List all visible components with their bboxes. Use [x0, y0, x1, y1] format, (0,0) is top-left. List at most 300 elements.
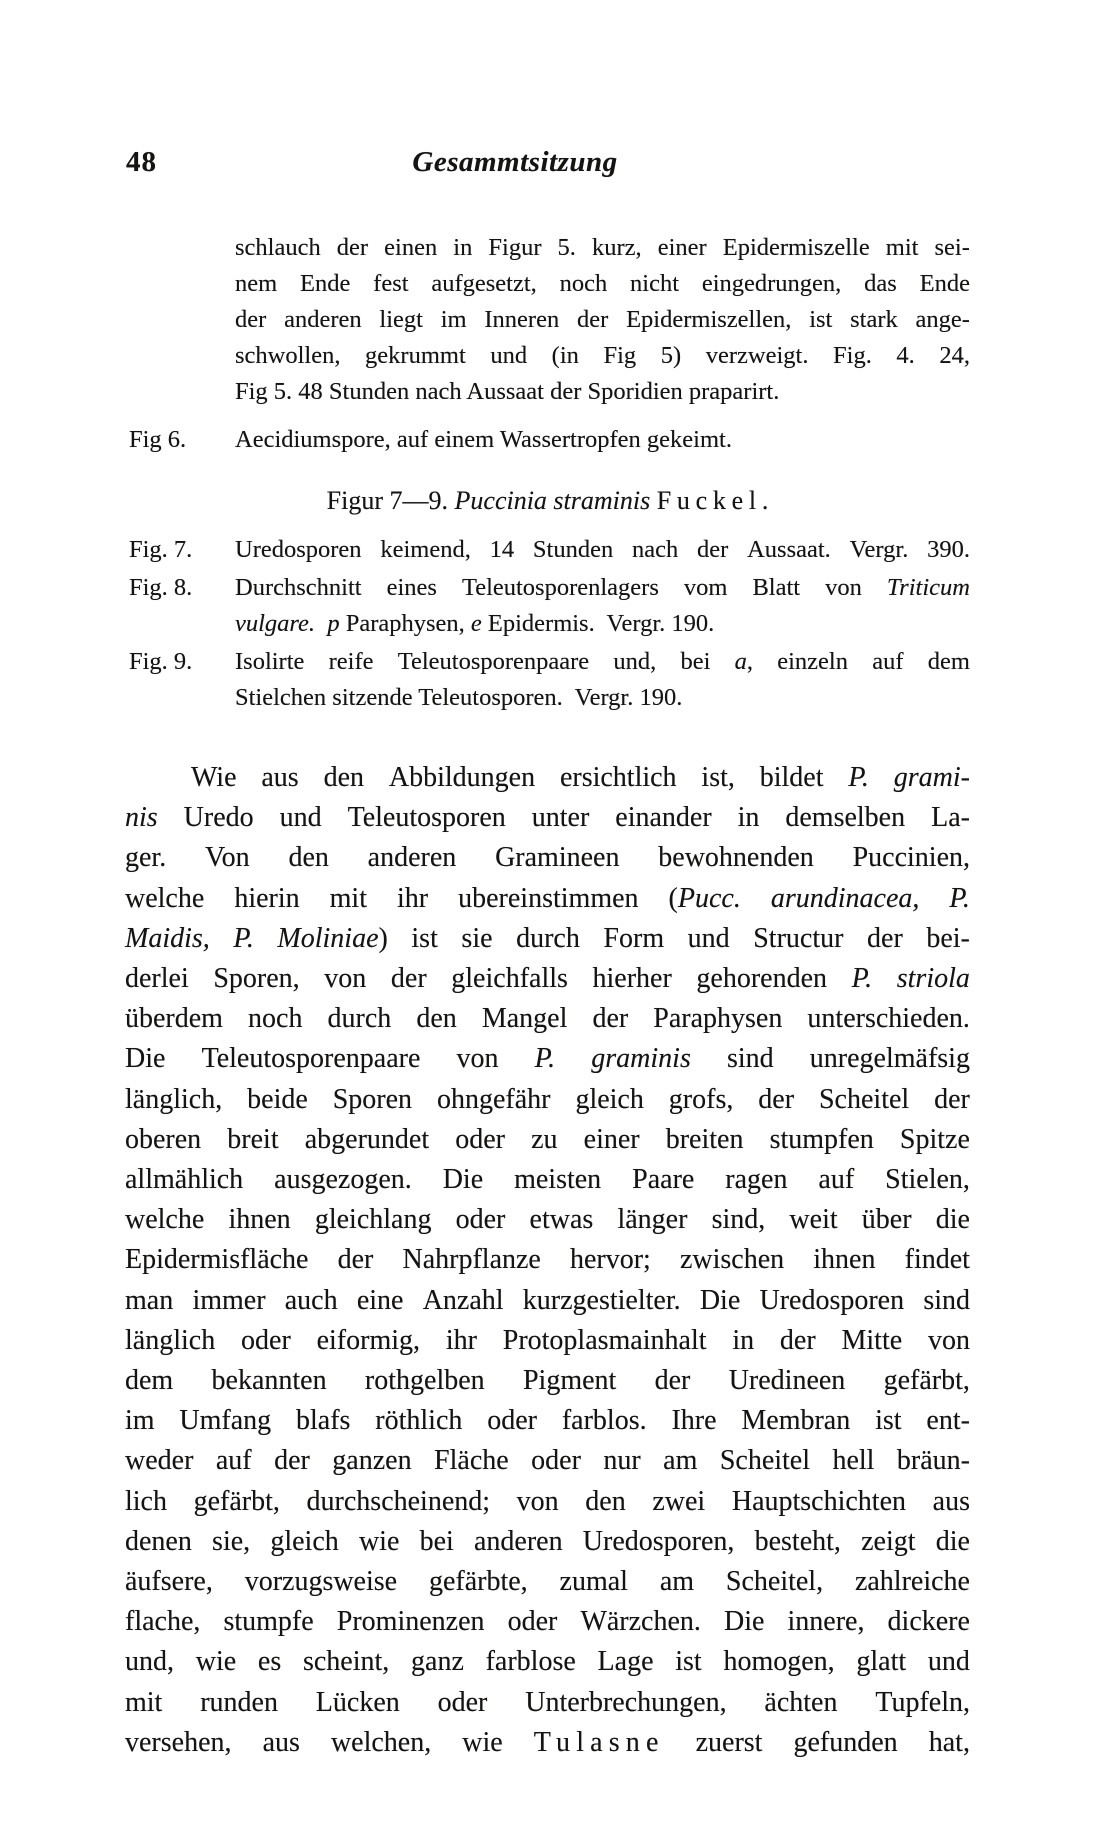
word: [457, 1039, 499, 1079]
text-fragment: (: [668, 882, 678, 914]
word: [212, 1361, 327, 1401]
text-fragment: von: [516, 1485, 559, 1517]
text-fragment: es: [257, 1646, 282, 1678]
text-fragment: 5.: [557, 234, 576, 261]
text-fragment: anderen: [473, 1525, 563, 1557]
text-fragment: Epidermiszellen,: [626, 306, 792, 333]
text-fragment: einander: [615, 802, 712, 834]
text-fragment: vorzugsweise: [244, 1566, 398, 1598]
text-fragment: Vergr.: [849, 536, 909, 563]
italic-text: a: [734, 648, 747, 675]
word: [842, 1321, 903, 1361]
word: [227, 1120, 278, 1160]
text-fragment: abgerundet: [304, 1123, 430, 1155]
word: [179, 1401, 271, 1441]
word: [615, 798, 711, 838]
word: [373, 266, 408, 302]
text-fragment: der: [654, 1365, 691, 1397]
word: [928, 1642, 970, 1682]
word: [655, 1361, 691, 1401]
word: [788, 1602, 865, 1642]
word: [809, 302, 832, 338]
word: [897, 1441, 970, 1481]
word: [558, 230, 576, 266]
word: [125, 1240, 308, 1280]
italic-text: arundinacea,: [770, 882, 920, 914]
text-line: [125, 919, 970, 959]
text-fragment: Fig: [603, 342, 637, 369]
word: [770, 1120, 874, 1160]
text-fragment: Abbildungen: [388, 762, 536, 793]
word: [403, 1240, 541, 1280]
text-fragment: Anzahl: [422, 1284, 504, 1316]
text-fragment: etwas: [529, 1204, 594, 1236]
word: [434, 1441, 509, 1481]
text-fragment: und: [279, 802, 322, 834]
text-fragment: Blatt: [752, 574, 801, 601]
word: [885, 1160, 970, 1200]
text-fragment: Lage: [597, 1646, 654, 1678]
text-fragment: innere,: [787, 1606, 865, 1638]
text-line: [125, 1482, 970, 1522]
text-fragment: Teleutosporenlagers: [461, 574, 659, 601]
figure-label: Fig. 7.: [129, 536, 193, 563]
word: [896, 338, 914, 374]
text-fragment: Sporen: [332, 1083, 413, 1115]
word: [359, 1522, 399, 1562]
word: [488, 230, 541, 266]
word: [274, 1160, 412, 1200]
word: [357, 1281, 404, 1321]
text-fragment: blafs: [296, 1405, 351, 1437]
word: [936, 1522, 970, 1562]
text-line: [125, 758, 970, 798]
text-fragment: Figur 7—9.: [326, 486, 455, 515]
text-fragment: besteht,: [754, 1525, 841, 1557]
text-fragment: Die: [125, 1043, 166, 1075]
word: [303, 1642, 389, 1682]
text-line: [125, 1642, 970, 1682]
word: [261, 758, 298, 798]
text-fragment: Figur: [488, 234, 542, 261]
text-fragment: den: [416, 1003, 457, 1035]
word: [438, 1683, 488, 1723]
italic-text: Moliniae: [277, 922, 379, 954]
word: [832, 1441, 874, 1481]
word: [235, 532, 362, 568]
text-fragment: hell: [832, 1445, 875, 1477]
word: [125, 1401, 155, 1441]
figure-caption-9: [125, 644, 970, 716]
text-fragment: Paraphysen: [653, 1003, 783, 1035]
word: [900, 1120, 970, 1160]
word: [852, 959, 873, 999]
word: [725, 1160, 787, 1200]
text-fragment: ausgezogen.: [274, 1164, 412, 1196]
word: [702, 266, 841, 302]
word: [315, 1200, 432, 1240]
word: [194, 1482, 280, 1522]
text-line: [125, 1441, 970, 1481]
italic-text: P.: [851, 963, 873, 995]
word: [523, 1281, 681, 1321]
text-fragment: hervor;: [569, 1244, 651, 1276]
word: [660, 1562, 694, 1602]
word: [411, 919, 437, 959]
word: [653, 999, 782, 1039]
word: [669, 1080, 734, 1120]
text-fragment: zahlreiche: [854, 1566, 970, 1598]
text-fragment: oder: [507, 1606, 558, 1638]
word: [437, 1080, 551, 1120]
word: [598, 1642, 654, 1682]
word: [379, 302, 423, 338]
text-fragment: Uredo: [183, 802, 254, 834]
text-fragment: der: [336, 234, 369, 261]
text-fragment: aus: [261, 762, 299, 793]
text-fragment: einer: [583, 1123, 640, 1155]
text-fragment: eine: [356, 1284, 404, 1316]
word: [949, 879, 970, 919]
word: [458, 879, 638, 919]
text-line: [125, 1683, 970, 1723]
word: [248, 999, 302, 1039]
text-fragment: ganz: [411, 1646, 464, 1678]
word: [368, 838, 457, 878]
text-fragment: .: [761, 486, 769, 515]
word: [241, 1321, 291, 1361]
text-fragment: und: [687, 922, 730, 954]
text-fragment: im: [440, 306, 467, 333]
text-fragment: der: [390, 963, 427, 995]
text-fragment: zu: [531, 1123, 558, 1155]
text-fragment: [315, 610, 327, 637]
word: [632, 532, 678, 568]
running-header-title: Gesammtsitzung: [412, 146, 618, 178]
text-fragment: Tupfeln,: [875, 1686, 970, 1718]
word: [855, 1562, 970, 1602]
word: [867, 919, 903, 959]
word: [697, 532, 728, 568]
word: [431, 266, 536, 302]
word: [235, 338, 340, 374]
text-fragment: meisten: [514, 1164, 602, 1196]
word: [228, 1200, 290, 1240]
word: [212, 1522, 250, 1562]
word: [451, 959, 568, 999]
word: [688, 919, 730, 959]
text-fragment: der: [577, 306, 609, 333]
text-fragment: Umfang: [179, 1405, 272, 1437]
text-fragment: auch: [284, 1284, 338, 1316]
word: [936, 1200, 970, 1240]
text-fragment: überdem: [125, 1003, 223, 1035]
word: [274, 1441, 310, 1481]
text-fragment: Uredineen: [728, 1365, 846, 1397]
text-fragment: grofs,: [668, 1083, 734, 1115]
text-fragment: einen: [384, 234, 438, 261]
word: [897, 959, 970, 999]
text-fragment: Membran: [741, 1405, 851, 1437]
text-fragment: dickere: [887, 1606, 970, 1638]
word: [738, 798, 760, 838]
word: [661, 338, 681, 374]
italic-text: P.: [949, 882, 970, 914]
text-fragment: den: [288, 842, 329, 874]
word: [486, 1642, 576, 1682]
word: [365, 338, 466, 374]
word: [508, 1602, 558, 1642]
word: [724, 1602, 764, 1642]
text-fragment: farblos.: [561, 1405, 647, 1437]
text-fragment: äufsere,: [125, 1566, 213, 1598]
text-fragment: auf: [818, 1164, 855, 1196]
word: [380, 532, 471, 568]
text-fragment: der: [867, 922, 903, 954]
text-column: [125, 214, 970, 1763]
italic-text: Puccinia straminis: [454, 486, 651, 515]
word: [735, 644, 753, 680]
text-fragment: nur: [603, 1445, 641, 1477]
text-fragment: demselben: [785, 802, 906, 834]
word: [216, 1441, 252, 1481]
text-fragment: derlei: [125, 963, 189, 995]
word: [652, 1482, 705, 1522]
text-fragment: auf: [872, 648, 904, 675]
text-fragment: sind,: [711, 1204, 766, 1236]
text-fragment: oder: [531, 1445, 581, 1477]
word: [810, 1039, 970, 1079]
text-fragment: eingedrungen,: [701, 270, 842, 297]
word: [933, 1482, 970, 1522]
text-fragment: breit: [227, 1123, 279, 1155]
word: [247, 1080, 308, 1120]
word: [675, 1642, 701, 1682]
running-head: [0, 146, 1100, 186]
word: [931, 798, 970, 838]
text-fragment: durchscheinend;: [306, 1485, 491, 1517]
word: [927, 532, 970, 568]
text-fragment: gleich: [575, 1083, 644, 1115]
word: [337, 230, 368, 266]
word: [887, 570, 970, 606]
text-line: [125, 879, 970, 919]
text-fragment: 390.: [927, 536, 970, 563]
word: [397, 879, 428, 919]
text-fragment: den: [585, 1485, 626, 1517]
intro-continuation-paragraph: [125, 230, 970, 410]
text-fragment: sind: [923, 1284, 970, 1316]
word: [872, 644, 903, 680]
word: [592, 999, 628, 1039]
word: [905, 1240, 970, 1280]
text-fragment: scheint,: [302, 1646, 390, 1678]
word: [525, 1683, 726, 1723]
word: [758, 1080, 794, 1120]
text-fragment: Epidermis. Vergr. 190.: [481, 610, 715, 637]
word: [441, 302, 467, 338]
figures-7-9-heading: [125, 482, 970, 520]
text-fragment: ange-: [915, 306, 970, 333]
text-fragment: versehen,: [125, 1726, 232, 1758]
word: [700, 1281, 740, 1321]
word: [202, 1039, 421, 1079]
main-paragraph: [125, 758, 970, 1763]
word: [375, 1401, 462, 1441]
text-fragment: länglich: [125, 1324, 216, 1356]
text-fragment: unregelmäfsig: [809, 1043, 970, 1075]
word: [305, 1120, 429, 1160]
word: [125, 919, 210, 959]
text-fragment: aus: [932, 1485, 970, 1517]
word: [423, 1281, 504, 1321]
word: [125, 1522, 192, 1562]
text-fragment: Stunden: [532, 536, 614, 563]
italic-text: Maidis,: [125, 922, 210, 954]
word: [875, 1401, 901, 1441]
text-fragment: ihnen: [228, 1204, 291, 1236]
word: [929, 1723, 970, 1763]
text-fragment: bei: [680, 648, 711, 675]
italic-text: Triticum: [886, 574, 970, 601]
text-fragment: in: [732, 1324, 755, 1356]
word: [701, 758, 734, 798]
word: [296, 1401, 350, 1441]
word: [125, 1160, 243, 1200]
text-fragment: kurz,: [591, 234, 642, 261]
text-line: [125, 838, 970, 878]
text-fragment: noch: [248, 1003, 303, 1035]
word: [184, 798, 254, 838]
word: [603, 919, 664, 959]
text-fragment: rothgelben: [364, 1365, 485, 1397]
text-fragment: über: [861, 1204, 912, 1236]
text-line: [235, 302, 970, 338]
text-fragment: sie: [461, 922, 493, 954]
word: [720, 1441, 810, 1481]
word: [613, 644, 656, 680]
text-line: [235, 570, 970, 606]
text-fragment: gekrummt: [365, 342, 466, 369]
text-fragment: Form: [603, 922, 665, 954]
word: [759, 1281, 904, 1321]
text-fragment: oberen: [125, 1123, 202, 1155]
text-fragment: und,: [125, 1646, 174, 1678]
text-fragment: welche: [125, 882, 205, 914]
text-fragment: ist: [675, 1646, 702, 1678]
word: [191, 758, 237, 798]
word: [490, 338, 527, 374]
text-fragment: aufgesetzt,: [431, 270, 537, 297]
text-line: [125, 798, 970, 838]
word: [760, 758, 824, 798]
text-line: [235, 422, 970, 458]
italic-text: e: [470, 610, 482, 637]
word: [125, 838, 166, 878]
word: [741, 1401, 850, 1441]
text-fragment: der: [274, 1445, 310, 1477]
text-fragment: ): [378, 922, 388, 954]
text-fragment: Spitze: [899, 1123, 970, 1155]
word: [263, 1723, 300, 1763]
text-fragment: Fläche: [434, 1445, 509, 1477]
word: [920, 266, 970, 302]
text-fragment: Paraphysen,: [339, 610, 471, 637]
word: [658, 230, 707, 266]
text-fragment: schlauch: [235, 234, 321, 261]
text-fragment: gleich: [270, 1525, 339, 1557]
text-fragment: einer: [657, 234, 707, 261]
italic-text: P.: [233, 922, 254, 954]
word: [125, 1441, 193, 1481]
text-fragment: La-: [931, 802, 970, 834]
text-fragment: keimend,: [380, 536, 471, 563]
text-fragment: mit: [329, 882, 367, 914]
word: [732, 1321, 754, 1361]
word: [531, 1441, 581, 1481]
word: [125, 1562, 213, 1602]
text-fragment: anderen: [284, 306, 362, 333]
word: [316, 1683, 400, 1723]
text-fragment: nem: [235, 270, 278, 297]
word: [617, 1200, 687, 1240]
text-fragment: Epidermisfläche: [125, 1244, 309, 1276]
text-fragment: gleichlang: [314, 1204, 432, 1236]
text-fragment: röthlich: [375, 1405, 463, 1437]
text-fragment: die: [935, 1525, 970, 1557]
word: [125, 1482, 167, 1522]
word: [916, 302, 970, 338]
word: [723, 1642, 834, 1682]
word: [926, 919, 970, 959]
italic-text: graminis: [591, 1043, 691, 1075]
letterspaced-name: Tulasne: [533, 1726, 665, 1758]
text-fragment: sie,: [212, 1525, 251, 1557]
text-fragment: Die: [699, 1284, 741, 1316]
text-fragment: länglich,: [125, 1083, 223, 1115]
word: [853, 838, 970, 878]
word: [125, 879, 204, 919]
word: [753, 919, 843, 959]
text-fragment: sind: [726, 1043, 774, 1075]
word: [729, 1361, 846, 1401]
text-fragment: 4.: [896, 342, 915, 369]
word: [928, 1321, 970, 1361]
word: [235, 570, 362, 606]
text-fragment: ihnen: [813, 1244, 876, 1276]
word: [324, 758, 364, 798]
text-fragment: weder: [125, 1445, 194, 1477]
word: [706, 338, 809, 374]
italic-text: vulgare.: [235, 610, 316, 637]
text-fragment: wie: [462, 1726, 503, 1758]
text-fragment: Hauptschichten: [731, 1485, 907, 1517]
text-fragment: Protoplasmainhalt: [502, 1324, 707, 1356]
word: [277, 919, 387, 959]
text-fragment: nach: [631, 536, 679, 563]
text-fragment: Aussaat.: [747, 536, 831, 563]
text-fragment: und,: [613, 648, 657, 675]
word: [338, 1240, 374, 1280]
text-fragment: in: [453, 234, 473, 261]
text-fragment: eiformig,: [316, 1324, 421, 1356]
word: [532, 798, 590, 838]
text-fragment: oder: [437, 1686, 488, 1718]
word: [495, 838, 619, 878]
word: [531, 1120, 557, 1160]
word: [669, 879, 741, 919]
text-line: [125, 1039, 970, 1079]
